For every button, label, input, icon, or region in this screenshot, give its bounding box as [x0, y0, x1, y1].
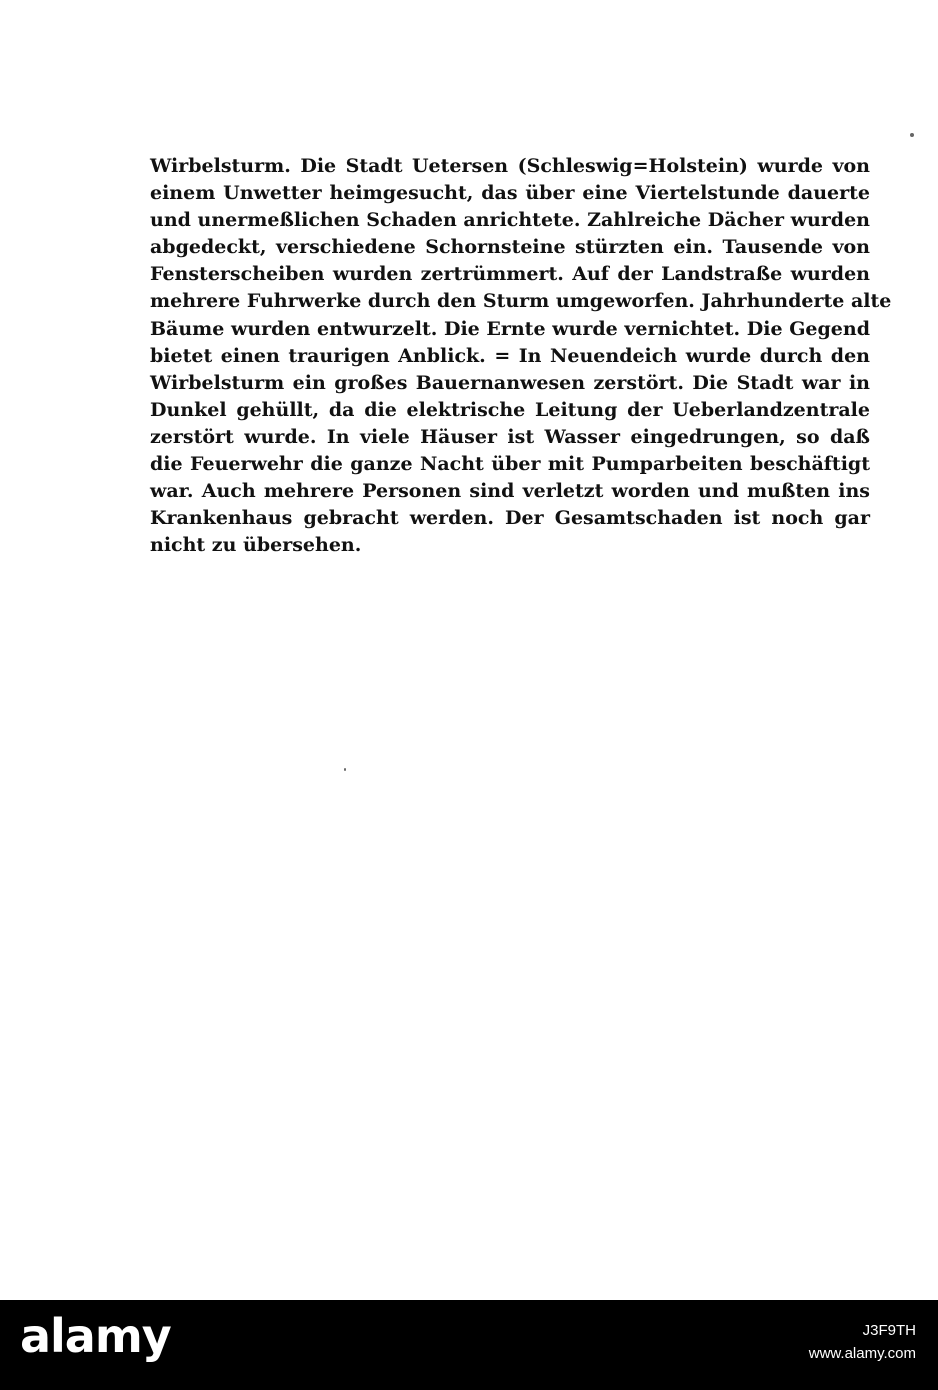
text-line: Fensterscheiben wurden zertrümmert. Auf der Landstraße wurden	[150, 263, 870, 286]
site-url: www.alamy.com	[808, 1345, 916, 1362]
text-line: zerstört wurde. In viele Häuser ist Wasser eingedrungen, so daß	[150, 425, 870, 448]
text-line: Wirbelsturm ein großes Bauernanwesen zerstört. Die Stadt war in	[150, 371, 870, 394]
text-line: Bäume wurden entwurzelt. Die Ernte wurde vernichtet. Die Gegend	[150, 317, 870, 340]
text-line: bietet einen traurigen Anblick. = In Neuendeich wurde durch den	[150, 344, 870, 367]
text-line: nicht zu übersehen.	[150, 534, 362, 557]
text-line: Dunkel gehüllt, da die elektrische Leitung der Ueberlandzentrale	[150, 398, 870, 421]
text-line: mehrere Fuhrwerke durch den Sturm umgeworfen. Jahrhunderte alte	[150, 290, 892, 313]
text-line: Wirbelsturm. Die Stadt Uetersen (Schleswig=Holstein) wurde von	[150, 155, 870, 177]
brand-logo: alamy	[20, 1309, 171, 1363]
text-line: und unermeßlichen Schaden anrichtete. Zahlreiche Dächer wurden	[150, 209, 870, 232]
text-line: Krankenhaus gebracht werden. Der Gesamtschaden ist noch gar	[150, 507, 870, 530]
scan-speck	[910, 133, 914, 137]
scan-speck	[344, 768, 346, 771]
text-line: die Feuerwehr die ganze Nacht über mit Pumparbeiten beschäftigt	[150, 453, 870, 476]
text-line: abgedeckt, verschiedene Schornsteine stürzten ein. Tausende von	[150, 236, 870, 259]
text-line: war. Auch mehrere Personen sind verletzt worden und mußten ins	[150, 480, 870, 503]
text-line: einem Unwetter heimgesucht, das über eine Viertelstunde dauerte	[150, 182, 870, 205]
article-text	[150, 153, 892, 559]
image-id: J3F9TH	[862, 1322, 916, 1339]
